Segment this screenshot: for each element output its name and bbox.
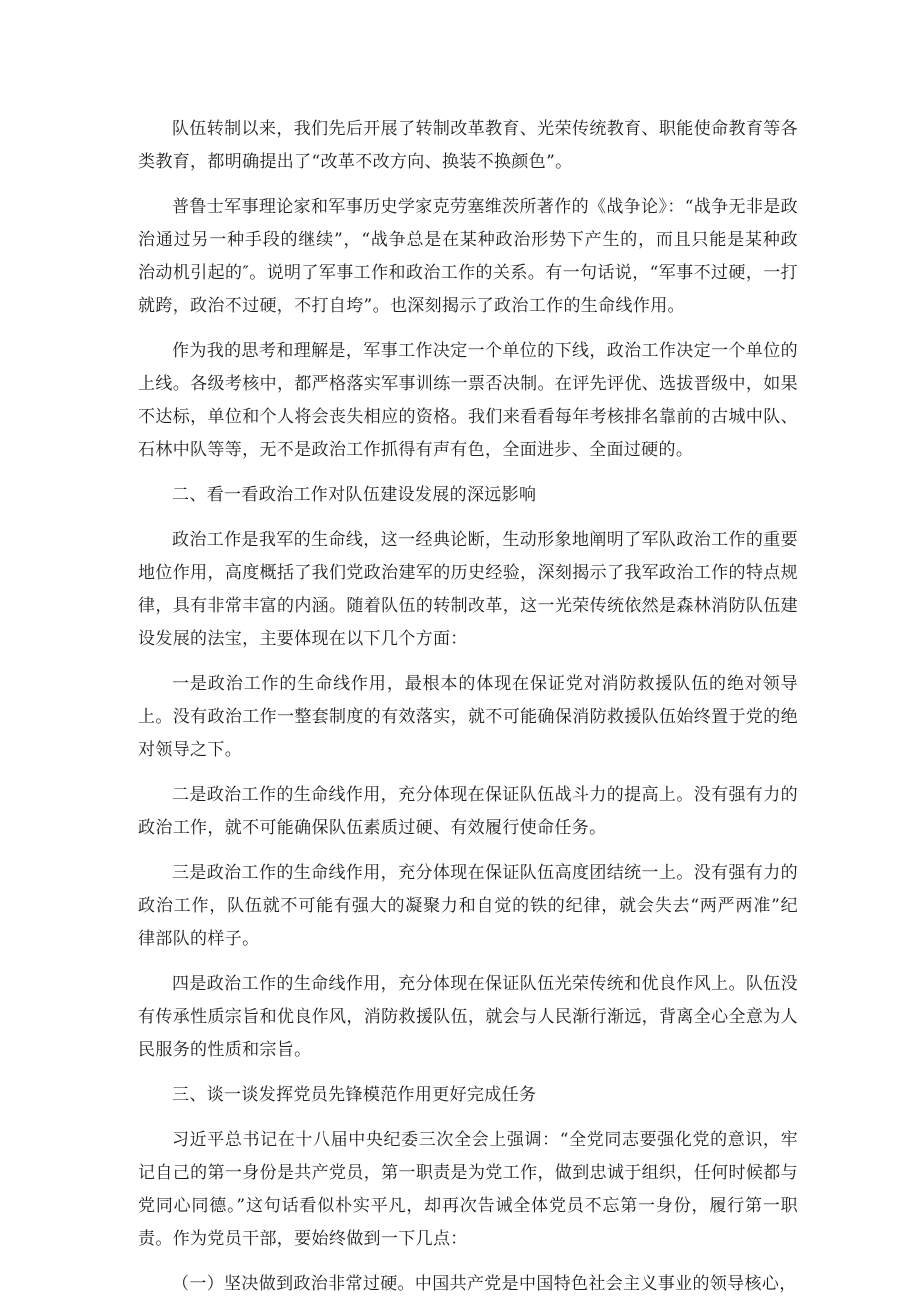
paragraph-transformation-education: 队伍转制以来，我们先后开展了转制改革教育、光荣传统教育、职能使命教育等各类教育，都明确提出了“改革不改方向、换装不换颜色”。 <box>138 119 798 172</box>
paragraph-on-war-quote: 普鲁士军事理论家和军事历史学家克劳塞维茨所著作的《战争论》：“战争无非是政治通过另一种手段的继续”，“战争总是在某种政治形势下产生的，而且只能是某种政治动机引起的″。说明了军事工作和政治工作的关系。有一句话说，“军事不过硬，一打就跨，政治不过硬，不打自垮”。也深刻揭示了政治工作的生命线作用。 <box>138 197 798 316</box>
paragraph-point-1: 一是政治工作的生命线作用，最根本的体现在保证党对消防救援队伍的绝对领导上。没有政治工作一整套制度的有效落实，就不可能确保消防救援队伍始终置于党的绝对领导之下。 <box>138 674 798 760</box>
paragraph-point-3: 三是政治工作的生命线作用，充分体现在保证队伍高度团结统一上。没有强有力的政治工作，队伍就不可能有强大的凝聚力和自觉的铁的纪律，就会失去“两严两准”纪律部队的样子。 <box>138 863 798 949</box>
section-heading-3: 三、谈一谈发挥党员先锋模范作用更好完成任务 <box>172 1085 537 1105</box>
document-body <box>138 113 798 1301</box>
paragraph-lifeline-intro: 政治工作是我军的生命线，这一经典论断，生动形象地阐明了军队政治工作的重要地位作用，高度概括了我们党政治建军的历史经验，深刻揭示了我军政治工作的特点规律，具有非常丰富的内涵。随着队伍的转制改革，这一光荣传统依然是森林消防队伍建设发展的法宝，主要体现在以下几个方面： <box>138 530 798 649</box>
section-heading-2: 二、看一看政治工作对队伍建设发展的深远影响 <box>172 485 537 505</box>
paragraph-point-4: 四是政治工作的生命线作用，充分体现在保证队伍光荣传统和优良作风上。队伍没有传承性质宗旨和优良作风，消防救援队伍，就会与人民渐行渐远，背离全心全意为人民服务的性质和宗旨。 <box>138 974 798 1060</box>
paragraph-thinking-understanding: 作为我的思考和理解是，军事工作决定一个单位的下线，政治工作决定一个单位的上线。各级考核中，都严格落实军事训练一票否决制。在评先评优、选拔晋级中，如果不达标，单位和个人将会丧失相应的资格。我们来看看每年考核排名靠前的古城中队、石林中队等等，无不是政治工作抓得有声有色，全面进步、全面过硬的。 <box>138 341 798 460</box>
paragraph-subpoint-1: （一）坚决做到政治非常过硬。中国共产党是中国特色社会主义事业的领导核心， <box>172 1274 797 1294</box>
paragraph-xi-quote: 习近平总书记在十八届中央纪委三次全会上强调：“全党同志要强化党的意识，牢记自己的第一身份是共产党员，第一职责是为党工作，做到忠诚于组织，任何时候都与党同心同德。”这句话看似朴实平凡，却再次告诫全体党员不忘第一身份，履行第一职责。作为党员干部，要始终做到一下几点： <box>138 1130 798 1249</box>
paragraph-point-2: 二是政治工作的生命线作用，充分体现在保证队伍战斗力的提高上。没有强有力的政治工作，就不可能确保队伍素质过硬、有效履行使命任务。 <box>138 785 798 838</box>
